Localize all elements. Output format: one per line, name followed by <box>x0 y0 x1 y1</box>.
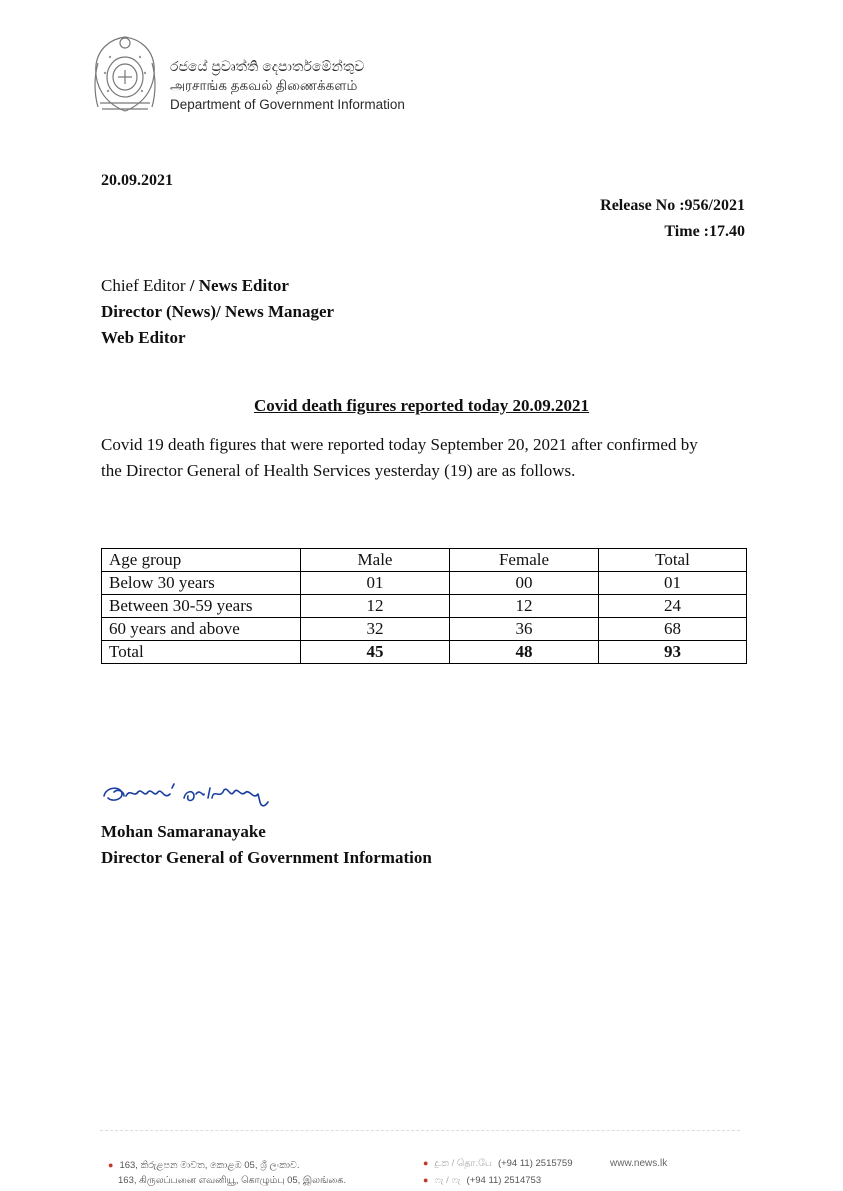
table-cell: Below 30 years <box>102 572 301 595</box>
table-header-cell: Male <box>301 549 450 572</box>
table-cell: 60 years and above <box>102 618 301 641</box>
signer-name: Mohan Samaranayake <box>101 822 266 841</box>
addressee-line-2: Director (News)/ News Manager <box>101 302 335 321</box>
table-cell: 36 <box>450 618 599 641</box>
table-cell: 01 <box>301 572 450 595</box>
table-total-row <box>102 641 747 664</box>
fax-label: ෆැ / ෆැ <box>434 1175 461 1186</box>
table-cell: 68 <box>599 618 747 641</box>
telephone-number: (+94 11) 2515759 <box>497 1158 573 1169</box>
telephone-label: දු.ක / தொ.பே <box>434 1158 492 1169</box>
table-cell: 45 <box>301 641 450 664</box>
addressee-news-editor: / News Editor <box>189 276 289 295</box>
table-header-cell: Age group <box>102 549 301 572</box>
table-cell: 24 <box>599 595 747 618</box>
footer-divider <box>100 1130 740 1132</box>
footer-address-sinhala <box>108 1160 300 1171</box>
release-time: Time :17.40 <box>664 223 745 240</box>
footer-website: www.news.lk <box>610 1158 668 1169</box>
bullet-dot-icon: ● <box>423 1158 429 1168</box>
footer-fax <box>423 1175 541 1186</box>
table-header-row <box>102 549 747 572</box>
table-cell: 32 <box>301 618 450 641</box>
signer-title: Director General of Government Information <box>101 848 432 867</box>
letterhead-tamil-name: அரசாங்க தகவல் திணைக்களம் <box>170 78 358 93</box>
table-cell: 12 <box>450 595 599 618</box>
footer-address-line-1: 163, කිරුළපන මාවත, කොළඹ 05, ශ්‍රී ලංකාව. <box>119 1160 300 1171</box>
footer-telephone <box>423 1158 573 1170</box>
table-cell: 12 <box>301 595 450 618</box>
addressee-line-3: Web Editor <box>101 328 186 347</box>
addressee-chief-editor: Chief Editor <box>101 276 186 295</box>
handwritten-signature <box>100 780 300 812</box>
letterhead-english-name: Department of Government Information <box>170 97 405 112</box>
table-cell: 93 <box>599 641 747 664</box>
letterhead-sinhala-name: රජයේ ප්‍රවෘත්ති දෙපාර්තමේන්තුව <box>170 58 365 74</box>
table-row <box>102 618 747 641</box>
government-emblem-icon <box>90 33 160 117</box>
table-row <box>102 572 747 595</box>
table-cell: Total <box>102 641 301 664</box>
table-cell: 48 <box>450 641 599 664</box>
table-cell: Between 30-59 years <box>102 595 301 618</box>
table-row <box>102 595 747 618</box>
footer-address-line-2: 163, கிருலப்பனை எவனியூ, கொழும்பு 05, இலங்கை. <box>118 1175 347 1186</box>
table-cell: 00 <box>450 572 599 595</box>
table-header-cell: Female <box>450 549 599 572</box>
bullet-dot-icon: ● <box>108 1160 114 1170</box>
table-header-cell: Total <box>599 549 747 572</box>
bullet-dot-icon: ● <box>423 1175 429 1185</box>
press-release-body: Covid 19 death figures that were reported today September 20, 2021 after confirmed by the Director General of Health Services yesterday (19) are as follows. <box>101 435 698 480</box>
table-cell: 01 <box>599 572 747 595</box>
death-figures-table <box>101 548 747 664</box>
release-date: 20.09.2021 <box>101 172 173 189</box>
press-release-heading: Covid death figures reported today 20.09.2021 <box>253 396 590 415</box>
addressee-line-1 <box>101 276 289 296</box>
release-number: Release No :956/2021 <box>600 197 745 214</box>
fax-number: (+94 11) 2514753 <box>466 1175 542 1186</box>
